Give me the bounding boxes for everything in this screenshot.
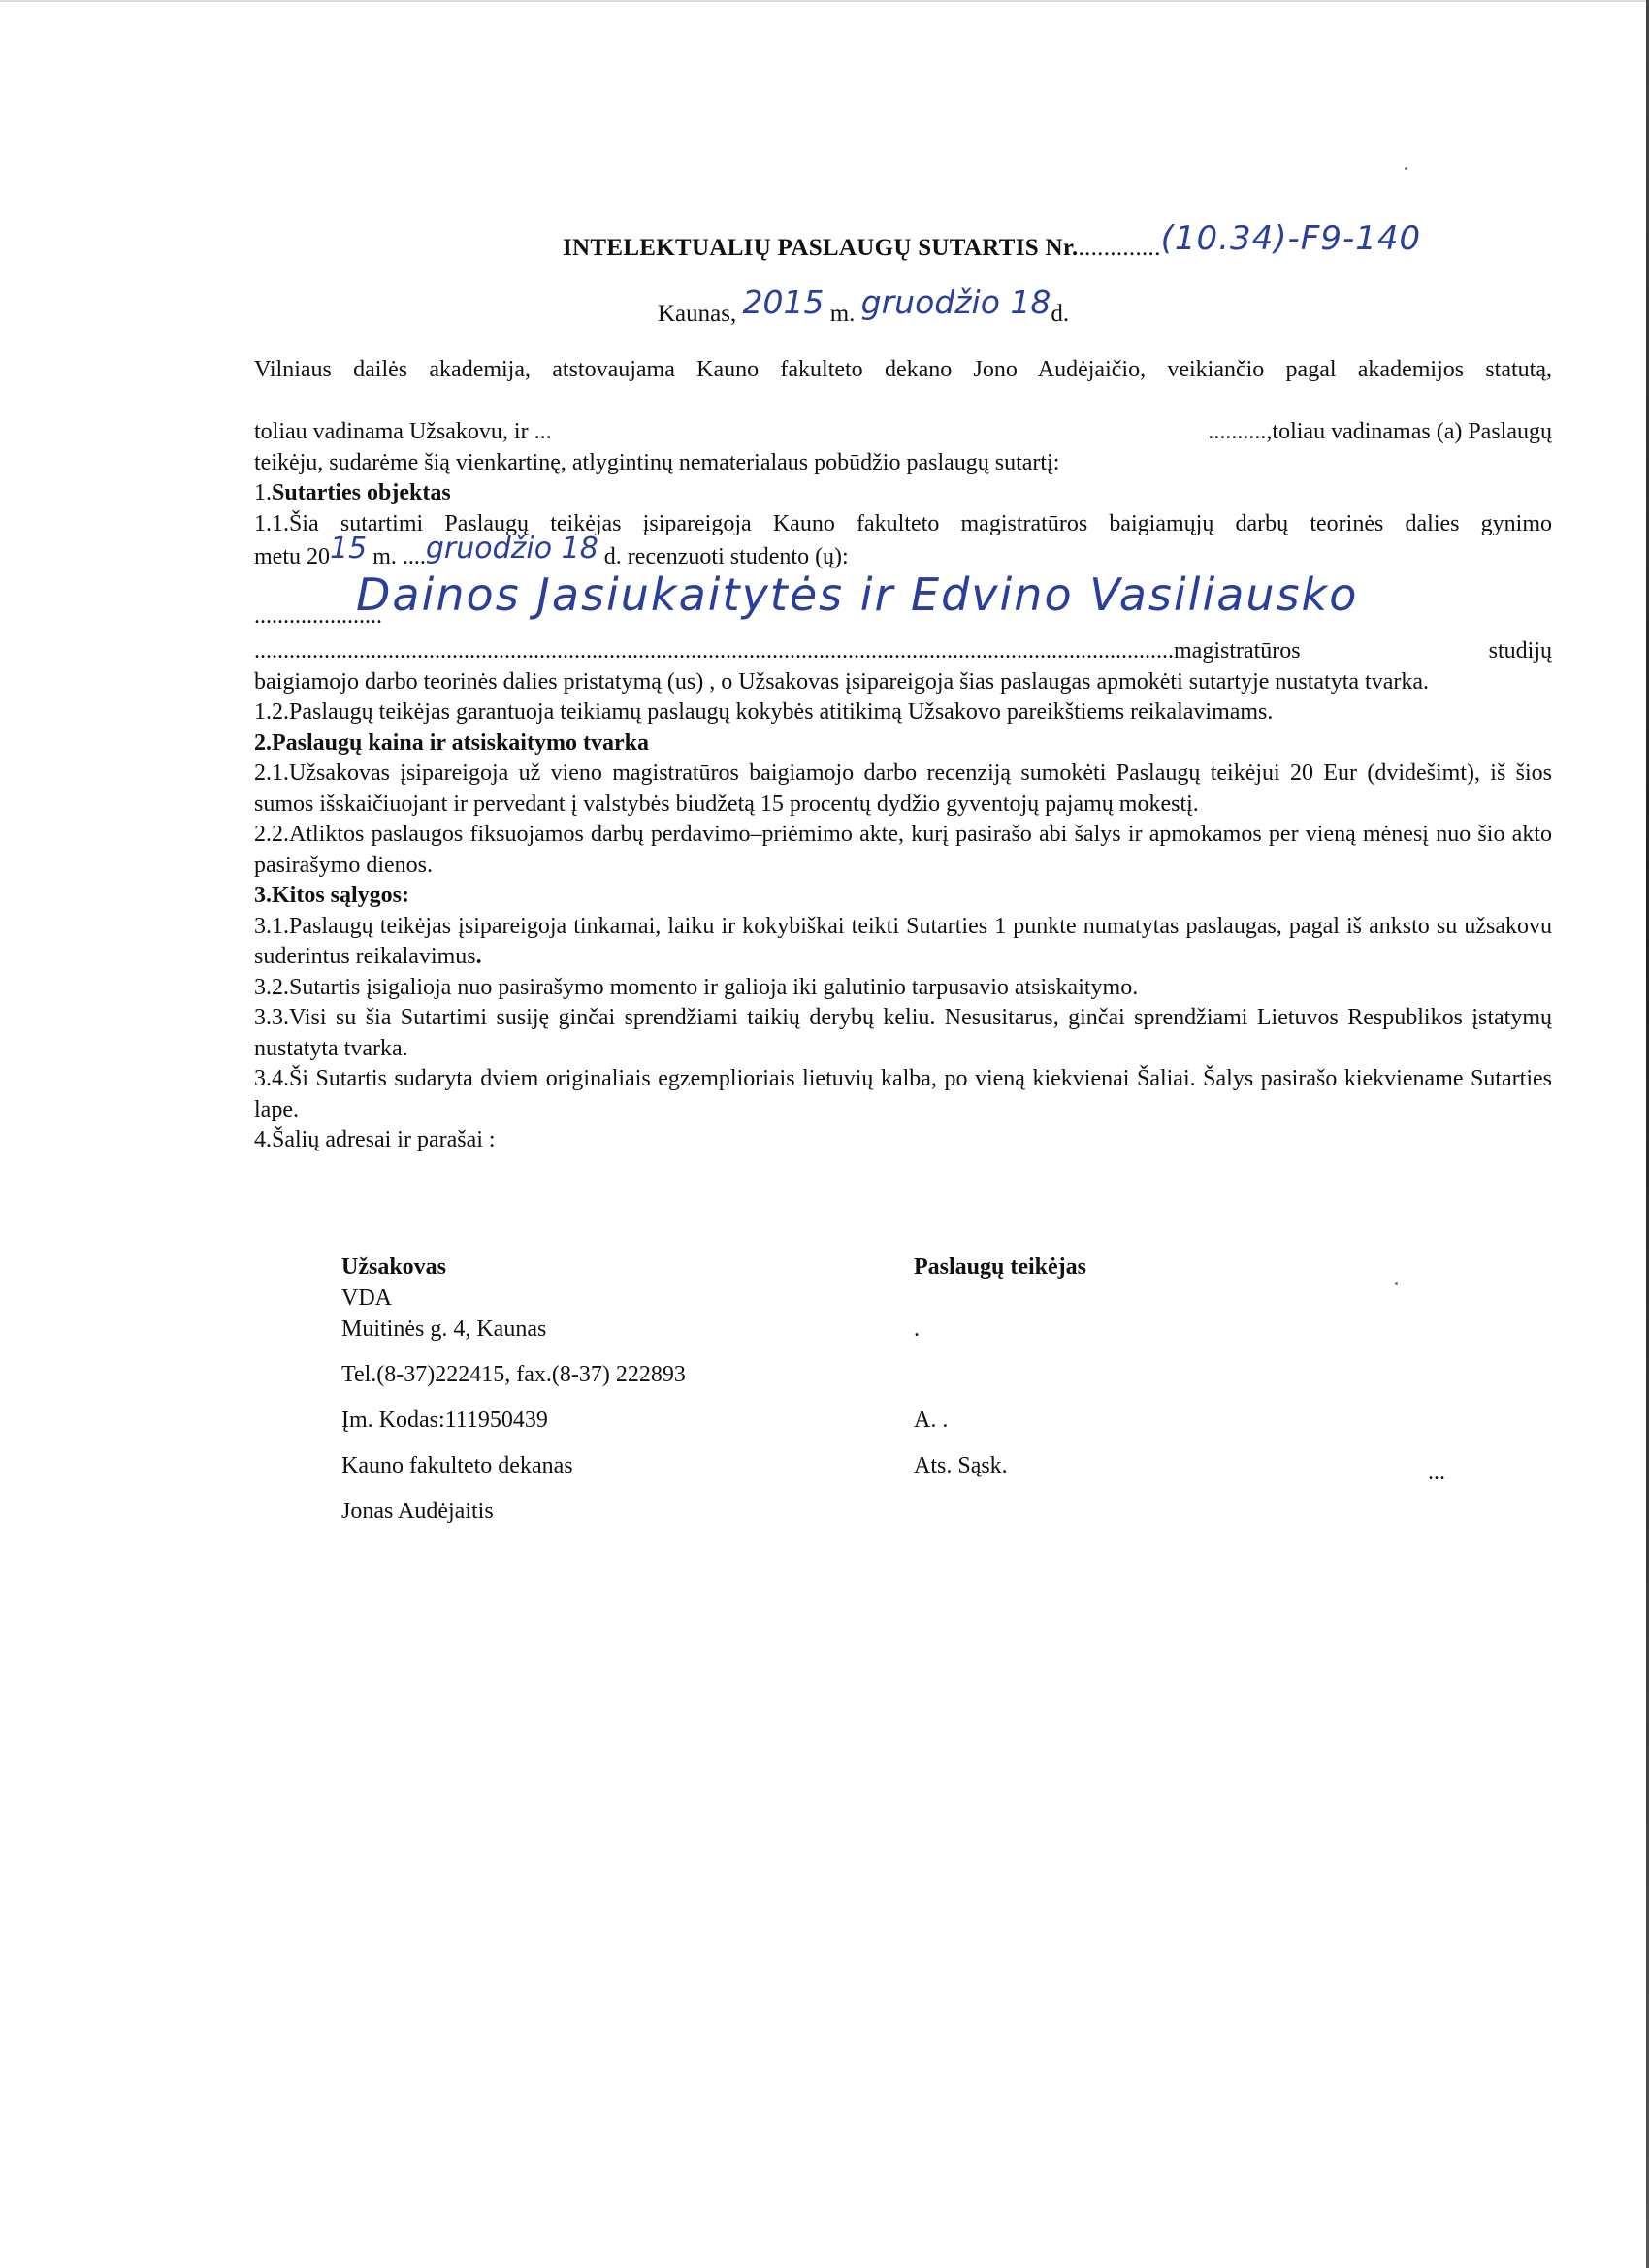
handwritten-student-names: Dainos Jasiukaitytės ir Edvino Vasiliausko <box>356 568 1359 621</box>
intro-paragraph: Vilniaus dailės akademija, atstovaujama Kauno fakulteto dekano Jono Audėjaičio, veikiančio pagal akademijos statutą, <box>254 357 1552 382</box>
scan-speck <box>1405 167 1407 170</box>
toliau-cont: teikėju, sudarėme šią vienkartinę, atlygintinų nematerialaus pobūdžio paslaugų sutartį: <box>254 449 1060 475</box>
provider-account-dots: ... <box>1428 1460 1445 1485</box>
customer-position: Kauno fakulteto dekanas <box>341 1453 573 1478</box>
clause-2-1: 2.1.Užsakovas įsipareigoja už vieno magistratūros baigiamojo darbo recenziją sumokėti Paslaugų teikėjui 20 Eur (dvidešimt), iš šios sumos išskaičiuojant ir pervedant į valstybės biudžetą 15 procentų dydžio gyventojų pajamų mokestį. <box>254 761 1552 817</box>
contract-dateline <box>658 283 1070 329</box>
section-1-heading: Sutarties objektas <box>272 480 451 505</box>
clause-1-1-c: ..............................................................................................................................................................magistratūros studijų <box>254 638 1552 664</box>
clause-3-3: 3.3.Visi su šia Sutartimi susiję ginčai sprendžiami taikių derybų keliu. Nesusitarus, ginčai sprendžiami Lietuvos Respublikos įstatymų nustatyta tvarka. <box>254 1005 1552 1061</box>
students-line <box>254 568 1552 629</box>
customer-address: Muitinės g. 4, Kaunas <box>341 1316 547 1342</box>
provider-account: Ats. Sąsk. <box>914 1453 1008 1478</box>
parties-paragraph <box>254 417 1552 573</box>
clause-3-4: 3.4.Ši Sutartis sudaryta dviem originaliais egzemplioriais lietuvių kalba, po vieną kiekvienai Šaliai. Šalys pasirašo kiekviename Sutarties lape. <box>254 1066 1552 1122</box>
title-dots: ............. <box>1078 235 1161 261</box>
customer-heading: Užsakovas <box>341 1254 447 1280</box>
clause-2-2: 2.2.Atliktos paslaugos fiksuojamos darbų perdavimo–priėmimo akte, kurį pasirašo abi šalys ir apmokamos per vieną mėnesį nuo šio akto pasirašymo dienos. <box>254 822 1552 878</box>
customer-name: VDA <box>341 1285 392 1311</box>
section-3-heading: 3.Kitos sąlygos: <box>254 883 410 908</box>
scan-speck <box>1395 1282 1398 1285</box>
customer-person: Jonas Audėjaitis <box>341 1499 494 1524</box>
toliau-left: toliau vadinama Užsakovu, ir ... <box>254 419 552 444</box>
dateline-d: d. <box>1051 301 1070 327</box>
students-dots: ...................... <box>254 603 382 629</box>
provider-details <box>914 1251 1086 1481</box>
customer-details <box>341 1251 686 1527</box>
section-2-heading: 2.Paslaugų kaina ir atsiskaitymo tvarka <box>254 729 649 756</box>
section-1-heading-line: 1.Sutarties objektas <box>254 480 451 505</box>
clause-1-1-a: 1.1.Šia sutartimi Paslaugų teikėjas įsipareigoja Kauno fakulteto magistratūros baigiamųjų darbų teorinės dalies gynimo <box>254 510 1552 536</box>
clause-3-1: 3.1.Paslaugų teikėjas įsipareigoja tinkamai, laiku ir kokybiškai teikti Sutarties 1 punkte numatytas paslaugas, pagal iš anksto su užsakovu suderintus reikalavimus. <box>254 913 1552 969</box>
provider-a: A. . <box>914 1408 949 1433</box>
toliau-right: ..........,toliau vadinamas (a) Paslaugų <box>1208 419 1552 444</box>
contract-title <box>563 219 1422 264</box>
contract-body <box>254 636 1552 1156</box>
customer-code: Įm. Kodas:111950439 <box>341 1408 548 1433</box>
clause-1-1-b: metu 2015 m. ....gruodžio 18 d. recenzuoti studento (ų): <box>254 532 849 569</box>
customer-phone: Tel.(8-37)222415, fax.(8-37) 222893 <box>341 1362 686 1387</box>
provider-heading: Paslaugų teikėjas <box>914 1254 1087 1280</box>
handwritten-month-day: gruodžio 18 <box>860 283 1051 321</box>
dateline-m: m. <box>829 301 856 327</box>
clause-1-2: 1.2.Paslaugų teikėjas garantuoja teikiamų paslaugų kokybės atitikimą Užsakovo pareikštiems reikalavimams. <box>254 699 1274 725</box>
title-text: INTELEKTUALIŲ PASLAUGŲ SUTARTIS Nr. <box>563 235 1079 261</box>
dateline-city: Kaunas, <box>658 301 737 327</box>
handwritten-contract-number: (10.34)-F9-140 <box>1160 219 1422 258</box>
handwritten-year-short: 15 <box>330 532 368 566</box>
provider-dot: . <box>914 1316 920 1342</box>
clause-3-2: 3.2.Sutartis įsigalioja nuo pasirašymo momento ir galioja iki galutinio tarpusavio atsiskaitymo. <box>254 974 1139 1000</box>
scan-border-top <box>0 0 1649 2</box>
handwritten-year: 2015 <box>742 283 824 321</box>
clause-1-1-d: baigiamojo darbo teorinės dalies pristatymą (us) , o Užsakovas įsipareigoja šias paslaugas apmokėti sutartyje nustatyta tvarka. <box>254 668 1430 695</box>
handwritten-review-date: gruodžio 18 <box>425 532 598 566</box>
section-4-heading: 4.Šalių adresai ir parašai : <box>254 1127 496 1152</box>
